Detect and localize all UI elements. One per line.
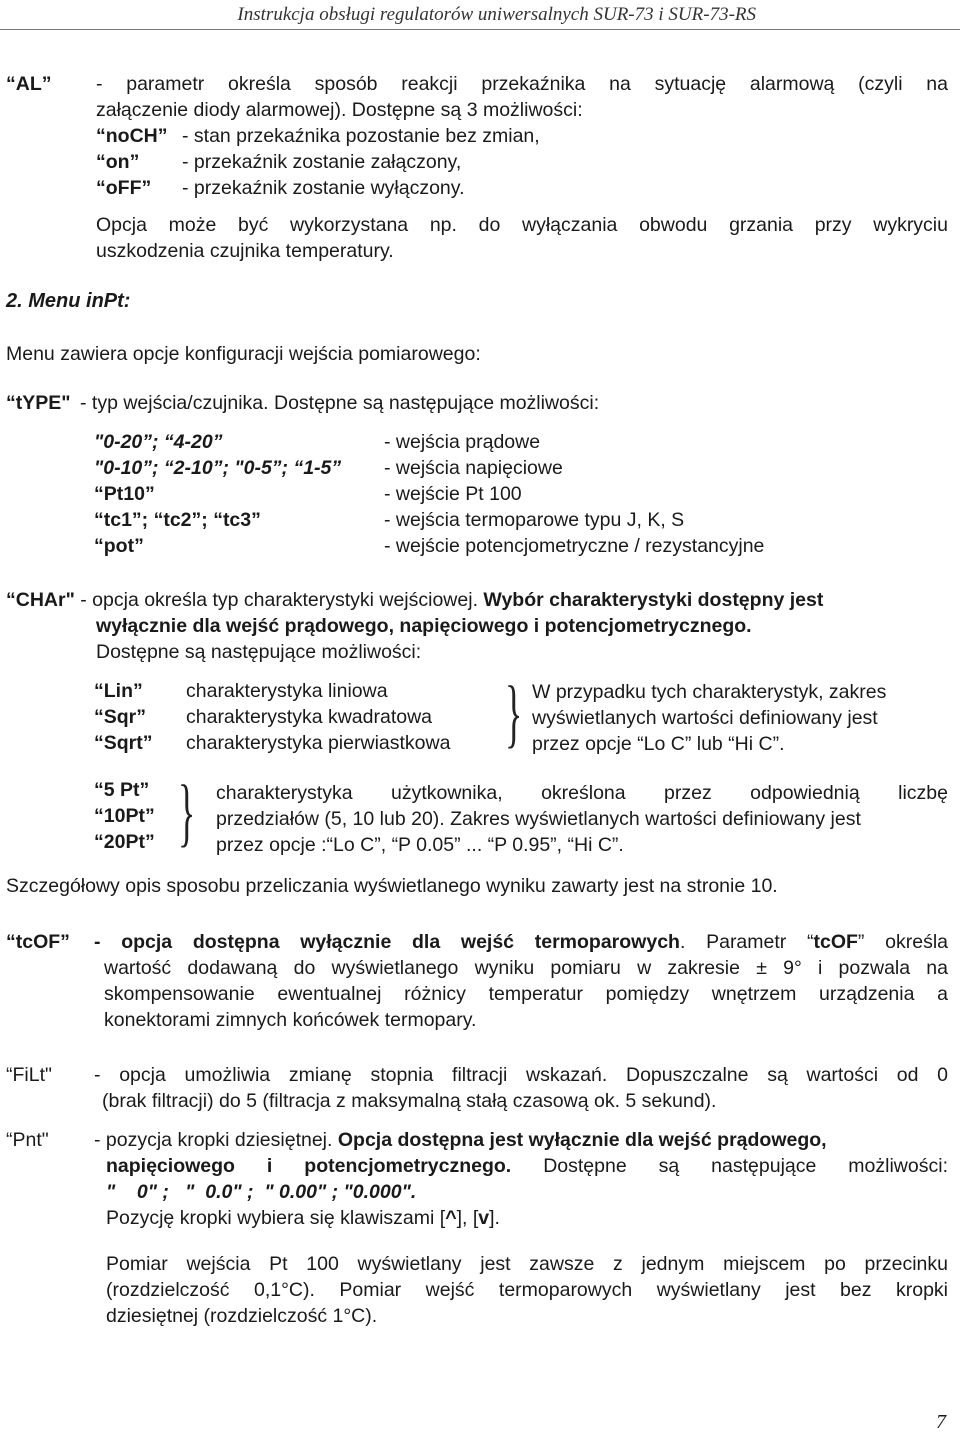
char-option-name: “Sqrt”	[94, 732, 153, 754]
al-option-off-desc: - przekaźnik zostanie wyłączony.	[182, 177, 465, 199]
tcof-param-ref: tcOF	[813, 931, 858, 953]
char-available: Dostępne są następujące możliwości:	[96, 641, 422, 663]
type-desc: - typ wejścia/czujnika. Dostępne są następujące możliwości:	[80, 392, 600, 414]
type-option-name: “tc1”; “tc2”; “tc3”	[94, 509, 261, 531]
al-option-on-name: “on”	[96, 151, 140, 173]
char-note-line: przez opcje “Lo C” lub “Hi C”.	[532, 733, 785, 755]
tcof-text: . Parametr “	[679, 931, 814, 953]
al-note-line2: uszkodzenia czujnika temperatury.	[96, 240, 394, 262]
char-user-option: “20Pt”	[94, 831, 155, 853]
pnt-options: " 0" ; " 0.0" ; " 0.00" ; "0.000".	[106, 1181, 417, 1203]
type-option-name: "0-20”; “4-20”	[94, 431, 223, 453]
al-option-noch-name: “noCH”	[96, 125, 168, 147]
char-detail-reference: Szczegółowy opis sposobu przeliczania wyświetlanego wyniku zawarty jest na stronie 10.	[6, 875, 778, 897]
param-pnt-label: “Pnt"	[6, 1129, 49, 1151]
tcof-desc-line4: konektorami zimnych końcówek termopary.	[104, 1009, 477, 1031]
char-desc-plain: - opcja określa typ charakterystyki wejściowej.	[74, 589, 484, 611]
param-filt-label: “FiLt"	[6, 1064, 52, 1086]
type-option-desc: - wejście Pt 100	[384, 483, 522, 505]
tcof-desc-line1	[94, 930, 948, 956]
type-option-desc: - wejścia termoparowe typu J, K, S	[384, 509, 685, 531]
char-option-desc: charakterystyka pierwiastkowa	[186, 732, 451, 754]
right-brace: }	[178, 769, 196, 855]
pnt-text-2: Dostępne są następujące możliwości:	[511, 1155, 948, 1177]
al-option-noch-desc: - stan przekaźnika pozostanie bez zmian,	[182, 125, 540, 147]
tcof-bold-text: - opcja dostępna wyłącznie dla wejść termoparowych	[94, 931, 680, 953]
pnt-key-hint	[106, 1206, 500, 1232]
al-option-on-desc: - przekaźnik zostanie załączony,	[182, 151, 462, 173]
char-desc-line1	[6, 588, 823, 614]
pnt-note-line1: Pomiar wejścia Pt 100 wyświetlany jest zawsze z jednym miejscem po przecinku	[106, 1253, 948, 1275]
page-number: 7	[936, 1411, 946, 1433]
running-header: Instrukcja obsługi regulatorów uniwersalnych SUR-73 i SUR-73-RS	[237, 4, 756, 25]
pnt-bold-text: Opcja dostępna jest wyłącznie dla wejść prądowego,	[337, 1129, 827, 1151]
param-al-label: “AL”	[6, 73, 52, 95]
filt-desc-line2: (brak filtracji) do 5 (filtracja z maksymalną stałą czasową ok. 5 sekund).	[102, 1090, 717, 1112]
char-user-note-line: przedziałów (5, 10 lub 20). Zakres wyświetlanych wartości definiowany jest	[216, 808, 861, 830]
pnt-note-line3: dziesiętnej (rozdzielczość 1°C).	[106, 1305, 378, 1327]
char-option-name: “Sqr”	[94, 706, 147, 728]
char-user-option: “5 Pt”	[94, 779, 150, 801]
type-option-name: “pot”	[94, 535, 144, 557]
pnt-key-hint-a: Pozycję kropki wybiera się klawiszami [	[106, 1207, 446, 1229]
tcof-text-end: ” określa	[857, 931, 948, 953]
header-rule	[0, 29, 960, 30]
type-option-desc: - wejścia prądowe	[384, 431, 541, 453]
pnt-note-line2: (rozdzielczość 0,1°C). Pomiar wejść termoparowych wyświetlany jest bez kropki	[106, 1279, 948, 1301]
al-option-off-name: “oFF”	[96, 177, 152, 199]
char-desc-bold1: Wybór charakterystyki dostępny jest	[483, 589, 824, 611]
tcof-desc-line2: wartość dodawaną do wyświetlanego wyniku pomiaru w zakresie ± 9° i pozwala na	[104, 957, 948, 979]
type-option-desc: - wejście potencjometryczne / rezystancyjne	[384, 535, 765, 557]
char-option-desc: charakterystyka kwadratowa	[186, 706, 433, 728]
char-option-desc: charakterystyka liniowa	[186, 680, 388, 702]
al-desc-line1: - parametr określa sposób reakcji przekaźnika na sytuację alarmową (czyli na	[96, 73, 948, 95]
pnt-desc-line1	[94, 1128, 827, 1154]
type-option-name: "0-10”; “2-10”; "0-5”; “1-5”	[94, 457, 342, 479]
pnt-key-hint-c: ], [	[456, 1207, 479, 1229]
al-desc-line2: załączenie diody alarmowej). Dostępne są 3 możliwości:	[96, 99, 583, 121]
char-option-name: “Lin”	[94, 680, 143, 702]
char-user-note-line: przez opcje :“Lo C”, “P 0.05” ... “P 0.95”, “Hi C”.	[216, 834, 624, 856]
up-key: ^	[445, 1207, 457, 1229]
menu-intro: Menu zawiera opcje konfiguracji wejścia pomiarowego:	[6, 343, 481, 365]
down-key: v	[478, 1207, 490, 1229]
section-heading-menu-inpt: 2. Menu inPt:	[6, 290, 131, 312]
pnt-desc-line2	[106, 1154, 948, 1180]
al-note-line1: Opcja może być wykorzystana np. do wyłączania obwodu grzania przy wykryciu	[96, 214, 948, 236]
char-user-note-line: charakterystyka użytkownika, określona przez odpowiednią liczbę	[216, 782, 948, 804]
param-type-label: “tYPE"	[6, 392, 71, 414]
pnt-bold-text-2: napięciowego i potencjometrycznego.	[106, 1155, 512, 1177]
type-option-name: “Pt10”	[94, 483, 155, 505]
char-user-option: “10Pt”	[94, 805, 155, 827]
char-note-line: wyświetlanych wartości definiowany jest	[532, 707, 878, 729]
pnt-key-hint-e: ].	[489, 1207, 500, 1229]
param-tcof-label: “tcOF”	[6, 931, 70, 953]
right-brace: }	[505, 670, 523, 756]
tcof-desc-line3: skompensowanie ewentualnej różnicy temperatur pomiędzy wnętrzem urządzenia a	[104, 983, 948, 1005]
pnt-text: - pozycja kropki dziesiętnej.	[94, 1129, 338, 1151]
param-char-label: “CHAr"	[6, 589, 75, 611]
char-desc-bold2: wyłącznie dla wejść prądowego, napięciowego i potencjometrycznego.	[96, 615, 752, 637]
char-note-line: W przypadku tych charakterystyk, zakres	[532, 681, 887, 703]
type-option-desc: - wejścia napięciowe	[384, 457, 563, 479]
filt-desc-line1: - opcja umożliwia zmianę stopnia filtracji wskazań. Dopuszczalne są wartości od 0	[94, 1064, 948, 1086]
